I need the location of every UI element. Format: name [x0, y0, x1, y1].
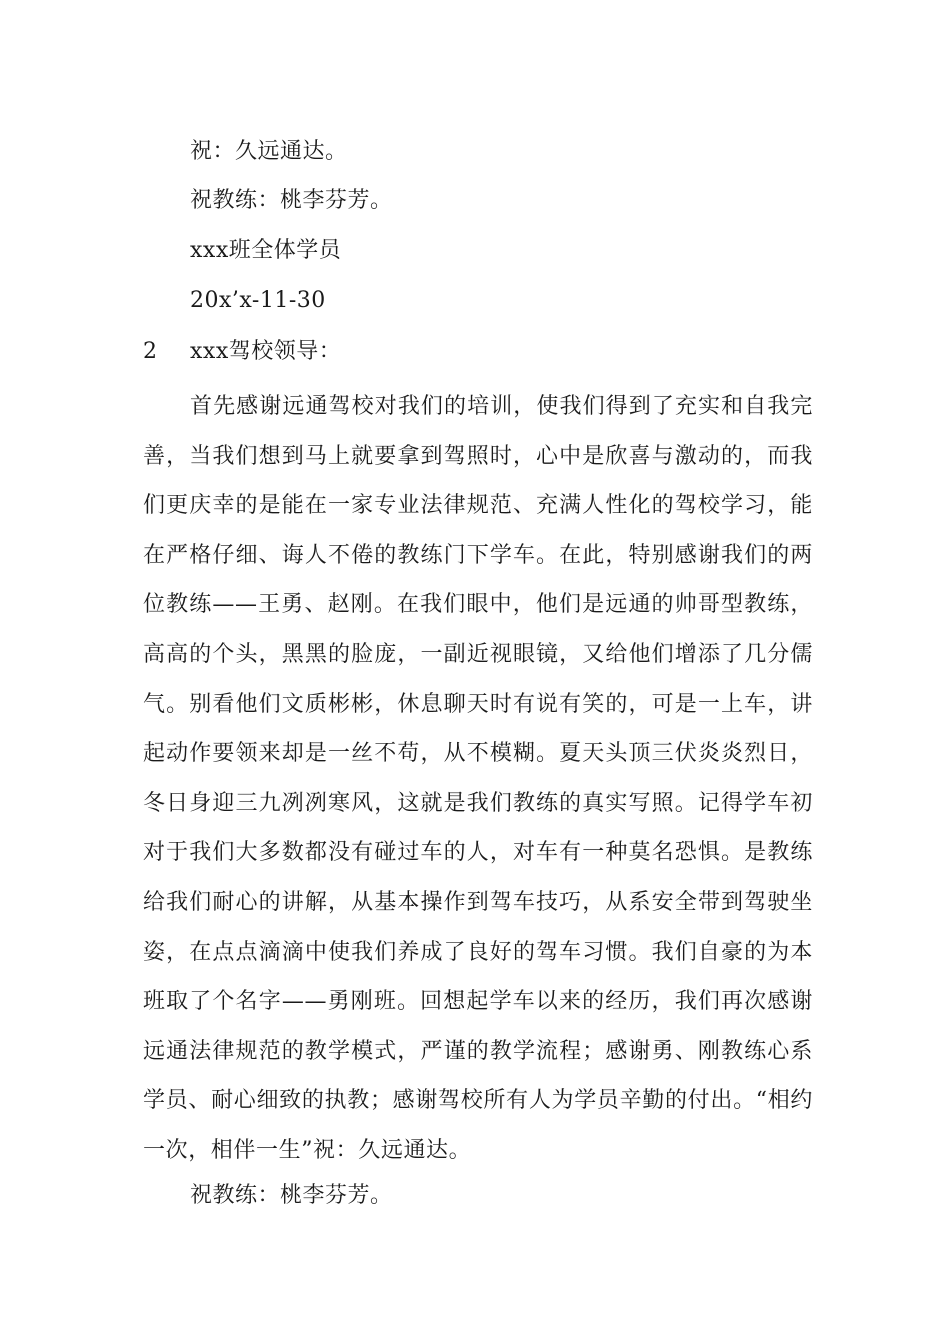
section-number: 2 [143, 339, 158, 364]
signature-line: xxx班全体学员 [190, 238, 342, 263]
salutation-line: xxx驾校领导： [190, 339, 342, 364]
date-line: 20x’x-11-30 [190, 288, 326, 313]
wish-line-2: 祝教练：桃李芬芳。 [190, 188, 393, 213]
wish-line-1: 祝：久远通达。 [190, 139, 348, 164]
closing-wish-line: 祝教练：桃李芬芳。 [190, 1183, 393, 1208]
body-paragraph: 首先感谢远通驾校对我们的培训，使我们得到了充实和自我完善，当我们想到马上就要拿到驾照时，心中是欣喜与激动的，而我们更庆幸的是能在一家专业法律规范、充满人性化的驾校学习，能在严格仔细、诲人不倦的教练门下学车。在此，特别感谢我们的两位教练——王勇、赵刚。在我们眼中，他们是远通的帅哥型教练，高高的个头，黑黑的脸庞，一副近视眼镜，又给他们增添了几分儒气。别看他们文质彬彬，休息聊天时有说有笑的，可是一上车，讲起动作要领来却是一丝不苟，从不模糊。夏天头顶三伏炎炎烈日，冬日身迎三九冽冽寒风，这就是我们教练的真实写照。记得学车初对于我们大多数都没有碰过车的人，对车有一种莫名恐惧。是教练给我们耐心的讲解，从基本操作到驾车技巧，从系安全带到驾驶坐姿，在点点滴滴中使我们养成了良好的驾车习惯。我们自豪的为本班取了个名字——勇刚班。回想起学车以来的经历，我们再次感谢远通法律规范的教学模式，严谨的教学流程；感谢勇、刚教练心系学员、耐心细致的执教；感谢驾校所有人为学员辛勤的付出。“相约一次，相伴一生”祝：久远通达。 [143, 394, 813, 1163]
